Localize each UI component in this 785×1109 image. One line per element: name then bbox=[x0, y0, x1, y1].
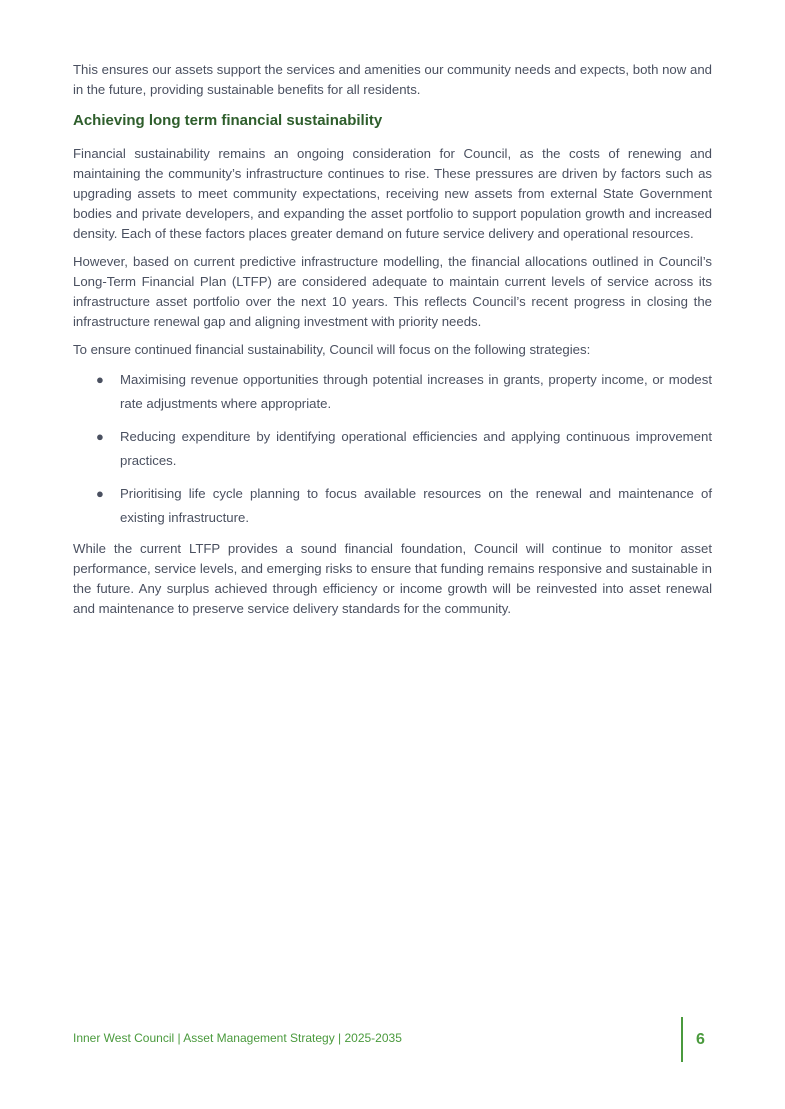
paragraph-closing: While the current LTFP provides a sound financial foundation, Council will continue to monitor asset performance, service levels, and emerging risks to ensure that funding remains responsive and sustainable in the future. Any surplus achieved through efficiency or income growth will be reinvested into asset renewal and maintenance to preserve service delivery standards for the community. bbox=[73, 541, 712, 616]
intro-paragraph: This ensures our assets support the services and amenities our community needs and expects, both now and in the future, providing sustainable benefits for all residents. bbox=[73, 62, 712, 97]
page-number: 6 bbox=[696, 1031, 705, 1048]
bullet-icon: ● bbox=[96, 486, 104, 501]
list-item-text: Reducing expenditure by identifying operational efficiencies and applying continuous improvement practices. bbox=[120, 429, 712, 468]
list-item-text: Maximising revenue opportunities through potential increases in grants, property income, or modest rate adjustments where appropriate. bbox=[120, 372, 712, 411]
paragraph-ltfp: However, based on current predictive infrastructure modelling, the financial allocations outlined in Council’s Long-Term Financial Plan (LTFP) are considered adequate to maintain current levels of service across its infrastructure asset portfolio over the next 10 years. This reflects Council’s recent progress in closing the infrastructure renewal gap and aligning investment with priority needs. bbox=[73, 254, 712, 329]
list-item bbox=[73, 425, 712, 473]
paragraph-financial-sustainability: Financial sustainability remains an ongoing consideration for Council, as the costs of renewing and maintaining the community’s infrastructure continues to rise. These pressures are driven by factors such as upgrading assets to meet community expectations, receiving new assets from external State Government bodies and private developers, and expanding the asset portfolio to support population growth and increased density. Each of these factors places greater demand on future service delivery and operational resources. bbox=[73, 146, 712, 241]
page-content bbox=[73, 60, 712, 627]
bullet-icon: ● bbox=[96, 429, 104, 444]
strategies-list bbox=[73, 368, 712, 530]
bullet-icon: ● bbox=[96, 372, 104, 387]
list-item-text: Prioritising life cycle planning to focus available resources on the renewal and maintenance of existing infrastructure. bbox=[120, 486, 712, 525]
list-item bbox=[73, 368, 712, 416]
paragraph-strategies-intro: To ensure continued financial sustainability, Council will focus on the following strategies: bbox=[73, 342, 591, 357]
footer-divider bbox=[681, 1017, 683, 1062]
section-heading: Achieving long term financial sustainability bbox=[73, 112, 383, 129]
list-item bbox=[73, 482, 712, 530]
page-footer: Inner West Council | Asset Management Strategy | 2025-2035 bbox=[73, 1031, 402, 1045]
